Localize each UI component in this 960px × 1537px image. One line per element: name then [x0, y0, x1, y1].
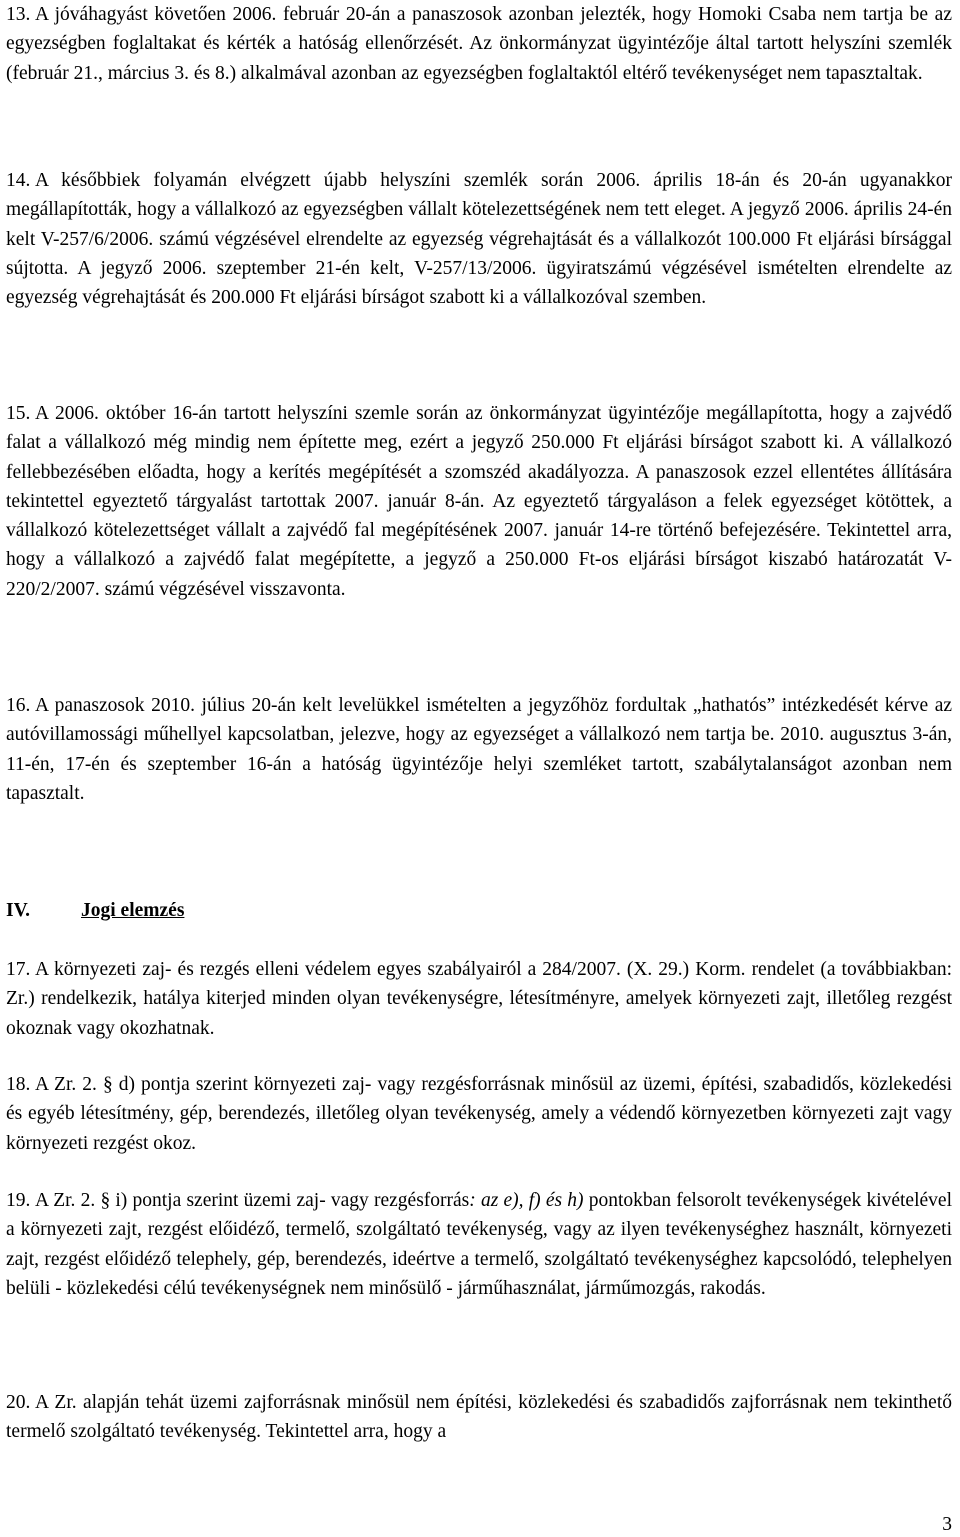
- paragraph-text: A Zr. 2. § d) pontja szerint környezeti zaj- vagy rezgésforrásnak minősül az üzemi, építési, szabadidős, közlekedési és egyéb létesítmény, gép, berendezés, illetőleg olyan tevékenység, amely a védendő környezetben környezeti zajt vagy környezeti rezgést okoz.: [6, 1074, 952, 1154]
- section-roman-numeral: IV.: [6, 900, 31, 921]
- paragraph-text: A jóváhagyást követően 2006. február 20-án a panaszosok azonban jelezték, hogy Homoki Csaba nem tartja be az egyezségben foglaltakat és kérték a hatóság ellenőrzését. Az önkormányzat ügyintézője által tartott helyszíni szemlék (február 21., március 3. és 8.) alkalmával azonban az egyezségben foglaltaktól eltérő tevékenységet nem tapasztaltak.: [6, 4, 952, 84]
- paragraph-number: 14.: [6, 170, 31, 191]
- paragraph-17: [6, 955, 952, 1043]
- paragraph-13: [6, 0, 952, 88]
- paragraph-18: [6, 1070, 952, 1158]
- paragraph-number: 17.: [6, 959, 31, 980]
- paragraph-text-italic: : az e), f) és h): [469, 1190, 584, 1211]
- paragraph-16: [6, 691, 952, 808]
- paragraph-text: A környezeti zaj- és rezgés elleni védelem egyes szabályairól a 284/2007. (X. 29.) Korm. rendelet (a továbbiakban: Zr.) rendelkezik, hatálya kiterjed minden olyan tevékenységre, létesítményre, amelyek környezeti zajt, illetőleg rezgést okoznak vagy okozhatnak.: [6, 959, 952, 1039]
- paragraph-text: A 2006. október 16-án tartott helyszíni szemle során az önkormányzat ügyintézője megállapította, hogy a zajvédő falat a vállalkozó még mindig nem építette meg, ezért a jegyző 250.000 Ft eljárási bírságot szabott ki. A vállalkozó fellebbezésében előadta, hogy a kerítés megépítését a szomszéd akadályozza. A panaszosok ezzel ellentétes állítására tekintettel egyeztető tárgyalást tartottak 2007. január 8-án. Az egyeztető tárgyaláson a felek egyezséget kötöttek, a vállalkozó kötelezettséget vállalt a zajvédő fal megépítésének 2007. január 14-re történő befejezésére. Tekintettel arra, hogy a vállalkozó a zajvédő falat megépítette, a jegyző a 250.000 Ft-os eljárási bírságot kiszabó határozatát V-220/2/2007. számú végzésével visszavonta.: [6, 403, 952, 600]
- section-heading: [6, 896, 184, 925]
- paragraph-number: 13.: [6, 4, 31, 25]
- section-title: Jogi elemzés: [81, 900, 185, 921]
- paragraph-text-before: A Zr. 2. § i) pontja szerint üzemi zaj- vagy rezgésforrás: [35, 1190, 470, 1211]
- paragraph-number: 19.: [6, 1190, 31, 1211]
- paragraph-text-after: pontokban felsorolt tevékenységek kivételével a környezeti zajt, rezgést előidéző, termelő, szolgáltató tevékenység, vagy az ilyen tevékenységhez használt, környezeti zajt, rezgést előidéző telephely, gép, berendezés, ideértve a termelő, szolgáltató tevékenységhez kapcsolódó, telephelyen belüli - közlekedési célú tevékenységnek nem minősülő - járműhasználat, járműmozgás, rakodás.: [6, 1190, 952, 1299]
- paragraph-text: A Zr. alapján tehát üzemi zajforrásnak minősül nem építési, közlekedési és szabadidős zajforrásnak nem tekinthető termelő szolgáltató tevékenység. Tekintettel arra, hogy a: [6, 1392, 952, 1443]
- paragraph-number: 20.: [6, 1392, 31, 1413]
- paragraph-19: [6, 1186, 952, 1303]
- paragraph-number: 18.: [6, 1074, 31, 1095]
- paragraph-14: [6, 166, 952, 312]
- paragraph-text: A panaszosok 2010. július 20-án kelt levelükkel ismételten a jegyzőhöz fordultak „hathatós” intézkedését kérve az autóvillamossági műhellyel kapcsolatban, jelezve, hogy az egyezséget a vállalkozó nem tartja be. 2010. augusztus 3-án, 11-én, 17-én és szeptember 16-án a hatóság ügyintézője helyi szemléket tartott, szabálytalanságot azonban nem tapasztalt.: [6, 695, 952, 804]
- paragraph-15: [6, 399, 952, 604]
- paragraph-number: 15.: [6, 403, 31, 424]
- paragraph-text: A későbbiek folyamán elvégzett újabb helyszíni szemlék során 2006. április 18-án és 20-án ugyanakkor megállapították, hogy a vállalkozó az egyezségben vállalt kötelezettségének nem tett eleget. A jegyző 2006. április 24-én kelt V-257/6/2006. számú végzésével elrendelte az egyezség végrehajtását és a vállalkozót 100.000 Ft eljárási bírsággal sújtotta. A jegyző 2006. szeptember 21-én kelt, V-257/13/2006. ügyiratszámú végzésével ismételten elrendelte az egyezség végrehajtását és 200.000 Ft eljárási bírságot szabott ki a vállalkozóval szemben.: [6, 170, 952, 309]
- paragraph-20: [6, 1388, 952, 1447]
- paragraph-number: 16.: [6, 695, 31, 716]
- page-number: 3: [942, 1514, 952, 1535]
